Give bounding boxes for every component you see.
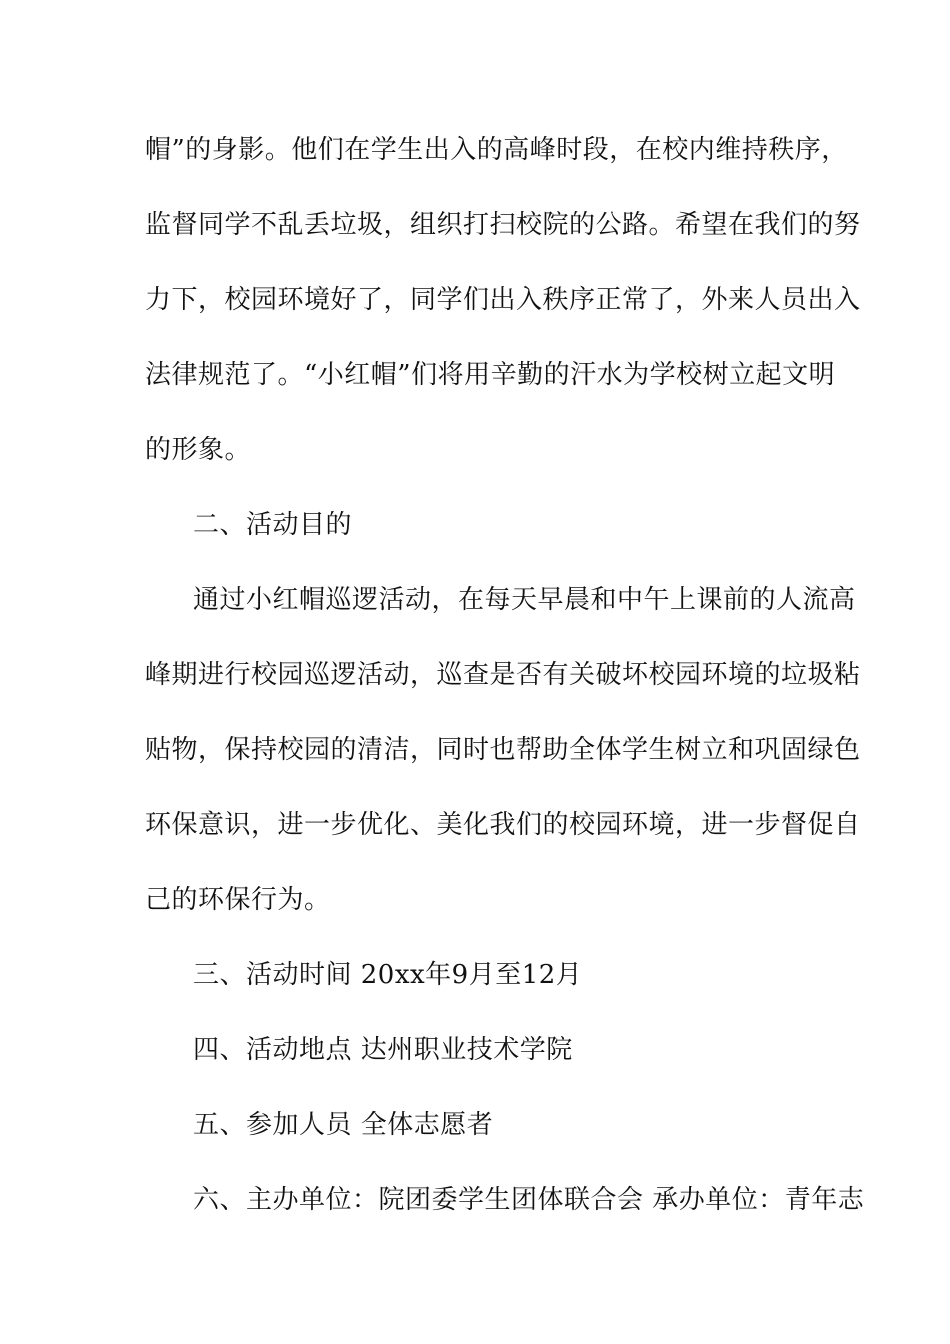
paragraph-line: 通过小红帽巡逻活动，在每天早晨和中午上课前的人流高 <box>193 585 856 615</box>
section-participants: 五、参加人员 全体志愿者 <box>193 1110 494 1140</box>
paragraph-line: 己的环保行为。 <box>145 885 331 915</box>
section-organizers: 六、主办单位：院团委学生团体联合会 承办单位：青年志 <box>193 1185 865 1215</box>
paragraph-line: 监督同学不乱丢垃圾，组织打扫校院的公路。希望在我们的努 <box>145 210 861 240</box>
section-heading-purpose: 二、活动目的 <box>193 510 353 540</box>
paragraph-line: 力下，校园环境好了，同学们出入秩序正常了，外来人员出入 <box>145 285 861 315</box>
paragraph-line: 峰期进行校园巡逻活动，巡查是否有关破坏校园环境的垃圾粘 <box>145 660 861 690</box>
section-activity-time: 三、活动时间 20xx年9月至12月 <box>193 960 583 990</box>
paragraph-line: 法律规范了。“小红帽”们将用辛勤的汗水为学校树立起文明 <box>145 360 836 390</box>
paragraph-line: 贴物，保持校园的清洁，同时也帮助全体学生树立和巩固绿色 <box>145 735 861 765</box>
paragraph-line: 环保意识，进一步优化、美化我们的校园环境，进一步督促自 <box>145 810 861 840</box>
paragraph-line: 的形象。 <box>145 435 252 465</box>
section-activity-location: 四、活动地点 达州职业技术学院 <box>193 1035 573 1065</box>
paragraph-line: 帽”的身影。他们在学生出入的高峰时段，在校内维持秩序， <box>145 135 848 165</box>
